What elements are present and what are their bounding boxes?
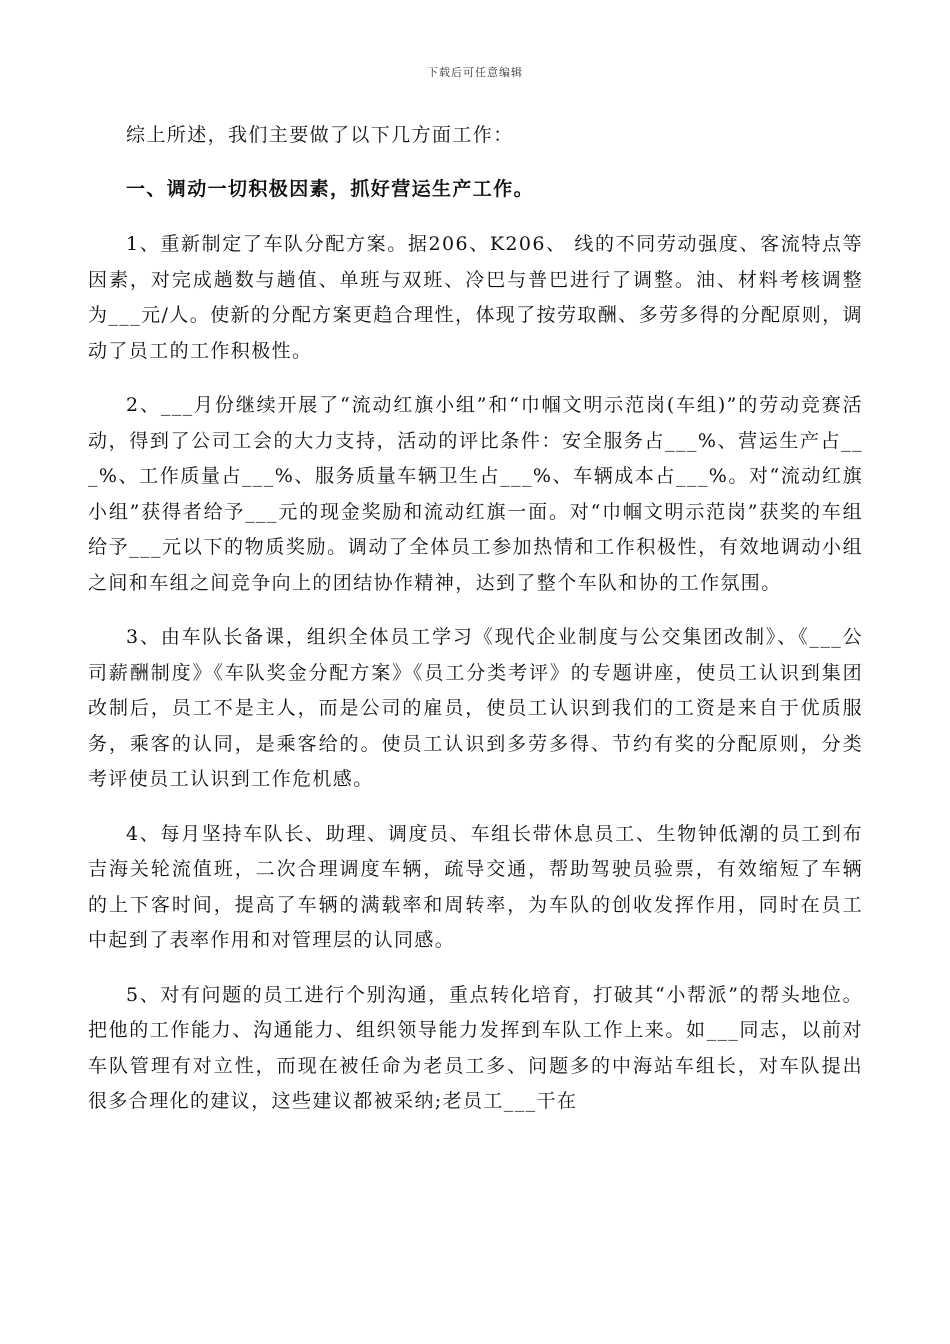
document-body: [88, 118, 863, 1139]
paragraph-item-1: 1、重新制定了车队分配方案。据206、K206、 线的不同劳动强度、客流特点等因素，对完成趟数与趟值、单班与双班、冷巴与普巴进行了调整。油、材料考核调整为___元/人。使新的分配方案更趋合理性，体现了按劳取酬、多劳多得的分配原则，调动了员工的工作积极性。: [88, 233, 863, 362]
paragraph-item-3: 3、由车队长备课，组织全体员工学习《现代企业制度与公交集团改制》、《___公司薪酬制度》《车队奖金分配方案》《员工分类考评》的专题讲座，使员工认识到集团改制后，员工不是主人，而是公司的雇员，使员工认识到我们的工资是来自于优质服务，乘客的认同，是乘客给的。使员工认识到多劳多得、节约有奖的分配原则，分类考评使员工认识到工作危机感。: [88, 626, 863, 790]
section-heading: 一、调动一切积极因素，抓好营运生产工作。: [126, 177, 535, 200]
paragraph-item-4: 4、每月坚持车队长、助理、调度员、车组长带休息员工、生物钟低潮的员工到布吉海关轮流值班，二次合理调度车辆，疏导交通，帮助驾驶员验票，有效缩短了车辆的上下客时间，提高了车辆的满载率和周转率，为车队的创收发挥作用，同时在员工中起到了表率作用和对管理层的认同感。: [88, 822, 863, 951]
paragraph-item-5: 5、对有问题的员工进行个别沟通，重点转化培育，打破其“小帮派”的帮头地位。把他的工作能力、沟通能力、组织领导能力发挥到车队工作上来。如___同志，以前对车队管理有对立性，而现在被任命为老员工多、问题多的中海站车组长，对车队提出很多合理化的建议，这些建议都被采纳;老员工___干在: [88, 983, 863, 1112]
page-header-note: 下载后可任意编辑: [427, 66, 523, 79]
paragraph-item-2: 2、___月份继续开展了“流动红旗小组”和“巾帼文明示范岗(车组)”的劳动竞赛活动，得到了公司工会的大力支持，活动的评比条件：安全服务占___%、营运生产占___%、工作质量占___%、服务质量车辆卫生占___%、车辆成本占___%。对“流动红旗小组”获得者给予___元的现金奖励和流动红旗一面。对“巾帼文明示范岗”获奖的车组给予___元以下的物质奖励。调动了全体员工参加热情和工作积极性，有效地调动小组之间和车组之间竞争向上的团结协作精神，达到了整个车队和协的工作氛围。: [88, 394, 863, 594]
intro-paragraph: 综上所述，我们主要做了以下几方面工作：: [126, 124, 514, 146]
